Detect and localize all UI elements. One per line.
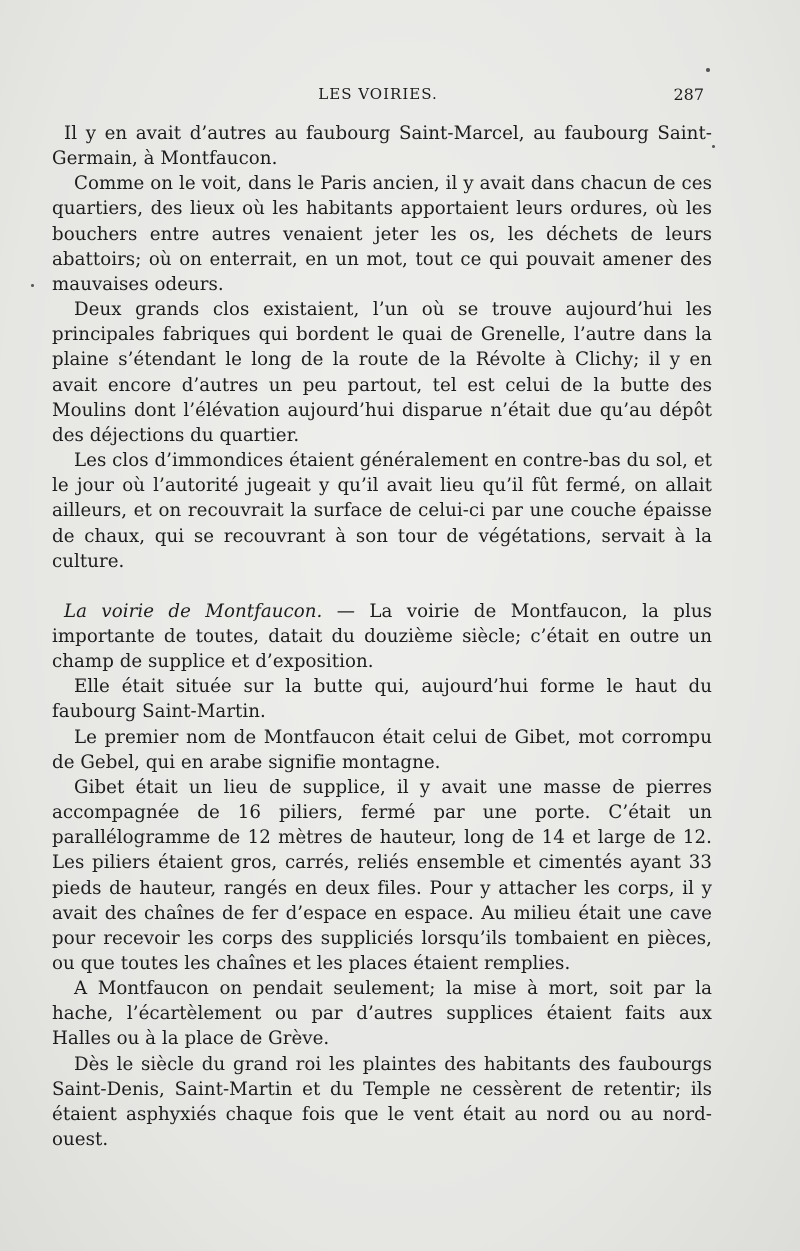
section-lead-text: — La voirie de Montfaucon, la plus importante de toutes, datait du douzième siècle; c’était en outre un champ de supplice et d’exposition.	[52, 600, 712, 673]
page-header	[52, 85, 704, 111]
ink-speck	[706, 68, 710, 72]
paragraph: Il y en avait d’autres au faubourg Saint-Marcel, au faubourg Saint-Germain, à Montfaucon.	[52, 123, 712, 170]
paragraph: A Montfaucon on pendait seulement; la mise à mort, soit par la hache, l’écartèlement ou par d’autres supplices étaient faits aux Halles ou à la place de Grève.	[52, 978, 712, 1050]
body-text	[52, 121, 712, 1152]
page-number: 287	[673, 85, 704, 104]
running-title: LES VOIRIES.	[318, 85, 438, 103]
paragraph: Dès le siècle du grand roi les plaintes des habitants des faubourgs Saint-Denis, Saint-Martin et du Temple ne cessèrent de retentir; ils étaient asphyxiés chaque fois que le vent était au nord ou au nord-ouest.	[52, 1053, 712, 1151]
paragraph: Comme on le voit, dans le Paris ancien, il y avait dans chacun de ces quartiers, des lieux où les habitants apportaient leurs ordures, où les bouchers entre autres venaient jeter les os, les déchets de leurs abattoirs; où on enterrait, en un mot, tout ce qui pouvait amener des mauvaises odeurs.	[52, 173, 712, 295]
section-paragraph	[52, 599, 712, 674]
paragraph: Gibet était un lieu de supplice, il y avait une masse de pierres accompagnée de 16 piliers, fermé par une porte. C’était un parallélogramme de 12 mètres de hauteur, long de 14 et large de 12. Les piliers étaient gros, carrés, reliés ensemble et cimentés ayant 33 pieds de hauteur, rangés en deux files. Pour y attacher les corps, il y avait des chaînes de fer d’espace en espace. Au milieu était une cave pour recevoir les corps des suppliciés lorsqu’ils tombaient en pièces, ou que toutes les chaînes et les places étaient remplies.	[52, 776, 712, 974]
paragraph: Deux grands clos existaient, l’un où se trouve aujourd’hui les principales fabriques qui bordent le quai de Grenelle, l’autre dans la plaine s’étendant le long de la route de la Révolte à Clichy; il y en avait encore d’autres un peu partout, tel est celui de la butte des Moulins dont l’élévation aujourd’hui disparue n’était due qu’au dépôt des déjections du quartier.	[52, 299, 712, 446]
ink-speck	[31, 284, 34, 287]
section-heading: La voirie de Montfaucon.	[64, 600, 323, 622]
paragraph: Les clos d’immondices étaient généralement en contre-bas du sol, et le jour où l’autorité jugeait y qu’il avait lieu qu’il fût fermé, on allait ailleurs, et on recouvrait la surface de celui-ci par une couche épaisse de chaux, qui se recouvrant à son tour de végétations, servait à la culture.	[52, 450, 712, 572]
paragraph: Le premier nom de Montfaucon était celui de Gibet, mot corrompu de Gebel, qui en arabe signifie montagne.	[52, 726, 712, 773]
paragraph: Elle était située sur la butte qui, aujourd’hui forme le haut du faubourg Saint-Martin.	[52, 676, 712, 723]
ink-speck	[712, 145, 715, 148]
